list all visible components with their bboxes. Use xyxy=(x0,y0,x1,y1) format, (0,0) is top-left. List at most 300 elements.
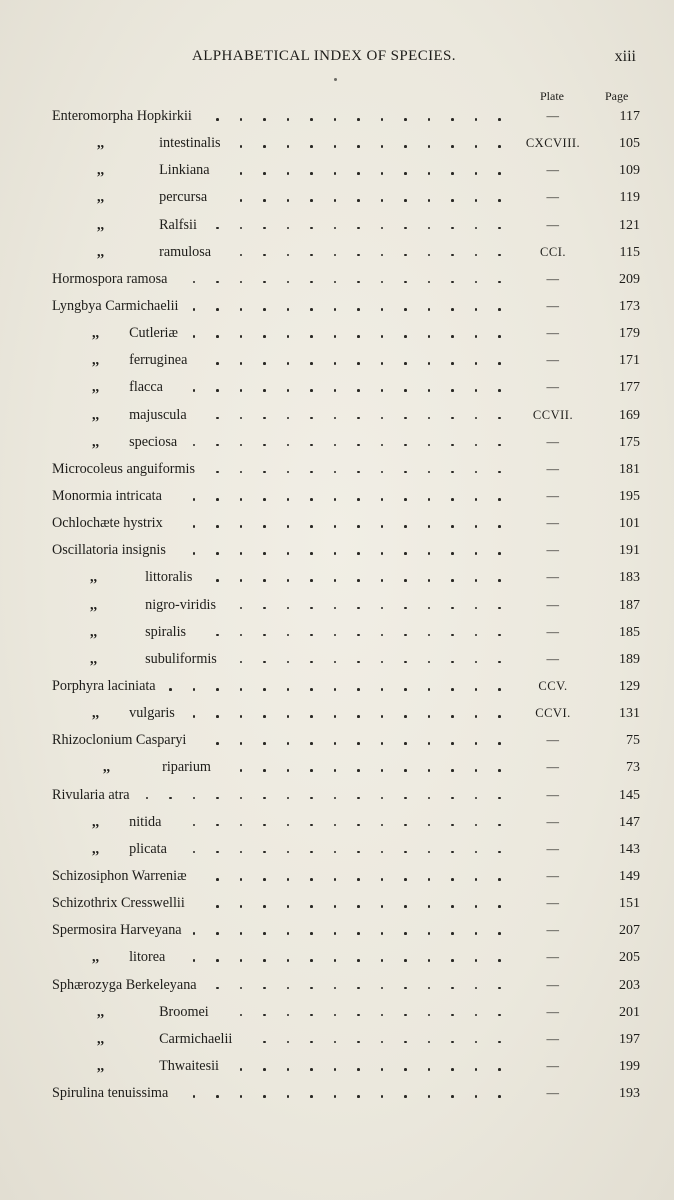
leader-dot xyxy=(357,634,360,637)
leader-dot xyxy=(404,607,407,610)
leader-dot xyxy=(498,715,501,718)
leader-dot xyxy=(310,145,313,148)
leader-dot xyxy=(240,769,243,772)
leader-dot xyxy=(404,118,407,121)
leader-dot xyxy=(310,851,313,854)
plate-number: — xyxy=(546,841,560,856)
ditto-mark: ,, xyxy=(97,1057,105,1074)
leader-dot xyxy=(193,444,196,447)
leader-dot xyxy=(357,498,360,501)
leader-dot xyxy=(334,661,337,664)
index-entry xyxy=(0,239,674,266)
entry-name xyxy=(52,673,156,700)
leader-dot xyxy=(475,552,478,555)
leader-dot xyxy=(381,362,384,365)
leader-dot xyxy=(475,607,478,610)
page-ref: 179 xyxy=(619,326,640,342)
leader-dot xyxy=(240,932,243,935)
leader-dot xyxy=(357,552,360,555)
leader-dot xyxy=(334,444,337,447)
leader-dot xyxy=(310,525,313,528)
leader-dot xyxy=(475,688,478,691)
leader-dot xyxy=(498,688,501,691)
leader-dot xyxy=(498,145,501,148)
leader-dot xyxy=(240,797,243,800)
ditto-mark: ,, xyxy=(92,406,100,423)
entry-name xyxy=(90,646,217,673)
leader-dot xyxy=(287,905,290,908)
leader-dot xyxy=(216,959,219,962)
page-ref: 105 xyxy=(619,136,640,152)
leader-dot xyxy=(357,417,360,420)
leader-dot xyxy=(404,1095,407,1098)
index-entry xyxy=(0,836,674,863)
leader-dot xyxy=(240,498,243,501)
leader-dot xyxy=(334,254,337,257)
page-ref: 203 xyxy=(619,977,640,993)
leader-dot xyxy=(451,227,454,230)
ditto-mark: ,, xyxy=(90,596,98,613)
ditto-mark: ,, xyxy=(97,1003,105,1020)
leader-dot xyxy=(310,634,313,637)
leader-dot xyxy=(498,607,501,610)
species-name: nigro-viridis xyxy=(145,596,217,613)
leader-dot xyxy=(310,335,313,338)
leader-dot xyxy=(451,1014,454,1017)
index-entry xyxy=(0,863,674,890)
leader-dot xyxy=(310,1041,313,1044)
leader-dot xyxy=(240,172,243,175)
entry-name xyxy=(92,320,178,347)
leader-dot xyxy=(451,715,454,718)
leader-dot xyxy=(451,335,454,338)
plate-number: — xyxy=(546,760,560,775)
leader-dot xyxy=(357,254,360,257)
leader-dot xyxy=(381,1095,384,1098)
leader-dot xyxy=(240,607,243,610)
leader-dot xyxy=(240,824,243,827)
leader-dot xyxy=(428,878,431,881)
leader-dot xyxy=(451,362,454,365)
index-entry xyxy=(0,809,674,836)
leader-dot xyxy=(240,1068,243,1071)
leader-dot xyxy=(428,1068,431,1071)
leader-dot xyxy=(381,471,384,474)
leader-dot xyxy=(310,661,313,664)
leader-dot xyxy=(428,824,431,827)
leader-dot xyxy=(404,688,407,691)
leader-dot xyxy=(240,959,243,962)
index-entry xyxy=(0,429,674,456)
leader-dot xyxy=(498,661,501,664)
leader-dot xyxy=(310,498,313,501)
plate-number: — xyxy=(546,516,560,531)
leader-dot xyxy=(404,471,407,474)
leader-dot xyxy=(216,471,219,474)
leader-dot xyxy=(334,607,337,610)
leader-dot xyxy=(216,905,219,908)
leader-dot xyxy=(263,661,266,664)
page-ref: 143 xyxy=(619,841,640,857)
plate-number: — xyxy=(546,163,560,178)
leader-dot xyxy=(475,878,478,881)
leader-dot xyxy=(193,1095,196,1098)
species-name: Rivularia atra xyxy=(52,786,130,803)
leader-dot xyxy=(193,797,196,800)
page-ref: 169 xyxy=(619,407,640,423)
index-entry xyxy=(0,700,674,727)
leader-dot xyxy=(287,199,290,202)
ditto-mark: ,, xyxy=(92,840,100,857)
leader-dot xyxy=(475,525,478,528)
species-name: Porphyra laciniata xyxy=(52,677,156,694)
leader-dot xyxy=(428,362,431,365)
leader-dot xyxy=(404,417,407,420)
leader-dot xyxy=(381,118,384,121)
leader-dot xyxy=(310,1014,313,1017)
leader-dot xyxy=(287,742,290,745)
leader-dot xyxy=(240,417,243,420)
plate-number: — xyxy=(546,461,560,476)
entry-name xyxy=(52,266,167,293)
leader-dot xyxy=(428,634,431,637)
leader-dot xyxy=(287,172,290,175)
leader-dot xyxy=(404,661,407,664)
leader-dot xyxy=(263,335,266,338)
leader-dot xyxy=(263,688,266,691)
plate-number: — xyxy=(546,353,560,368)
index-entry xyxy=(0,754,674,781)
leader-dot xyxy=(498,118,501,121)
page-ref: 191 xyxy=(619,543,640,559)
leader-dot xyxy=(475,254,478,257)
leader-dot xyxy=(498,281,501,284)
plate-number: — xyxy=(546,977,560,992)
entry-name xyxy=(97,1053,219,1080)
leader-dot xyxy=(357,579,360,582)
leader-dot xyxy=(310,688,313,691)
leader-dot xyxy=(451,634,454,637)
leader-dot xyxy=(216,444,219,447)
leader-dot xyxy=(310,444,313,447)
leader-dot xyxy=(475,715,478,718)
ditto-mark: ,, xyxy=(97,135,105,152)
plate-number: — xyxy=(546,597,560,612)
leader-dot xyxy=(357,688,360,691)
entry-name xyxy=(92,402,187,429)
entry-name xyxy=(52,782,130,809)
leader-dot xyxy=(404,742,407,745)
plate-number: — xyxy=(546,868,560,883)
leader-dot xyxy=(334,688,337,691)
plate-number: — xyxy=(546,624,560,639)
leader-dot xyxy=(263,281,266,284)
entry-name xyxy=(52,917,182,944)
leader-dot xyxy=(451,607,454,610)
leader-dot xyxy=(404,851,407,854)
ditto-mark: ,, xyxy=(90,650,98,667)
leader-dot xyxy=(451,769,454,772)
leader-dot xyxy=(240,525,243,528)
page-ref: 193 xyxy=(619,1086,640,1102)
leader-dot xyxy=(475,824,478,827)
leader-dot xyxy=(357,444,360,447)
leader-dot xyxy=(263,797,266,800)
entry-name xyxy=(52,537,166,564)
leader-dot xyxy=(475,797,478,800)
species-name: Cutleriæ xyxy=(129,325,178,342)
index-entry xyxy=(0,619,674,646)
leader-dot xyxy=(381,444,384,447)
leader-dot xyxy=(404,769,407,772)
page-ref: 145 xyxy=(619,787,640,803)
leader-dot xyxy=(381,688,384,691)
leader-dot xyxy=(498,742,501,745)
leader-dot xyxy=(451,172,454,175)
leader-dot xyxy=(357,525,360,528)
leader-dot xyxy=(193,851,196,854)
leader-dot xyxy=(169,797,172,800)
leader-dot xyxy=(334,987,337,990)
leader-dot xyxy=(475,145,478,148)
leader-dot xyxy=(334,715,337,718)
leader-dot xyxy=(146,797,149,800)
leader-dot xyxy=(287,715,290,718)
leader-dot xyxy=(240,661,243,664)
index-entry xyxy=(0,646,674,673)
leader-dot xyxy=(498,389,501,392)
leader-dot xyxy=(263,498,266,501)
ditto-mark: ,, xyxy=(97,243,105,260)
leader-dot xyxy=(216,715,219,718)
leader-dot xyxy=(475,308,478,311)
page-ref: 129 xyxy=(619,678,640,694)
leader-dot xyxy=(381,199,384,202)
leader-dot xyxy=(475,362,478,365)
leader-dot xyxy=(498,1095,501,1098)
leader-dot xyxy=(310,308,313,311)
leader-dot xyxy=(240,905,243,908)
index-entry xyxy=(0,727,674,754)
leader-dot xyxy=(381,742,384,745)
leader-dot xyxy=(498,335,501,338)
leader-dot xyxy=(193,824,196,827)
entry-name xyxy=(52,293,178,320)
leader-dot xyxy=(334,362,337,365)
leader-dot xyxy=(357,742,360,745)
index-entry xyxy=(0,999,674,1026)
page-ref: 101 xyxy=(619,516,640,532)
leader-dot xyxy=(428,118,431,121)
entry-name xyxy=(97,212,197,239)
leader-dot xyxy=(193,932,196,935)
entry-name xyxy=(92,347,187,374)
species-name: Thwaitesii xyxy=(159,1057,219,1074)
leader-dot xyxy=(451,1041,454,1044)
leader-dot xyxy=(287,227,290,230)
leader-dot xyxy=(263,254,266,257)
entry-name xyxy=(92,944,165,971)
leader-dot xyxy=(334,1041,337,1044)
leader-dot xyxy=(498,199,501,202)
leader-dot xyxy=(498,254,501,257)
leader-dot xyxy=(263,1068,266,1071)
leader-dot xyxy=(334,634,337,637)
leader-dot xyxy=(287,1041,290,1044)
leader-dot xyxy=(451,525,454,528)
leader-dot xyxy=(216,1095,219,1098)
leader-dot xyxy=(216,118,219,121)
leader-dot xyxy=(357,932,360,935)
leader-dot xyxy=(287,308,290,311)
leader-dot xyxy=(263,444,266,447)
species-name: ferruginea xyxy=(129,352,188,369)
leader-dot xyxy=(475,769,478,772)
leader-dot xyxy=(310,552,313,555)
leader-dot xyxy=(498,471,501,474)
leader-dot xyxy=(428,308,431,311)
plate-number: — xyxy=(546,326,560,341)
page-ref: 73 xyxy=(626,760,640,776)
entry-name xyxy=(90,564,192,591)
page-ref: 149 xyxy=(619,868,640,884)
species-name: Ralfsii xyxy=(159,216,197,233)
leader-dot xyxy=(263,769,266,772)
leader-dot xyxy=(498,417,501,420)
leader-dot xyxy=(287,281,290,284)
leader-dot xyxy=(310,824,313,827)
leader-dot xyxy=(240,308,243,311)
leader-dot xyxy=(263,1095,266,1098)
leader-dot xyxy=(240,742,243,745)
leader-dot xyxy=(287,797,290,800)
index-entry xyxy=(0,1080,674,1107)
leader-dot xyxy=(334,1068,337,1071)
leader-dot xyxy=(357,987,360,990)
entry-name xyxy=(52,863,187,890)
leader-dot xyxy=(334,878,337,881)
leader-dot xyxy=(263,579,266,582)
page-ref: 187 xyxy=(619,597,640,613)
leader-dot xyxy=(334,525,337,528)
leader-dot xyxy=(287,145,290,148)
species-name: Microcoleus anguiformis xyxy=(52,460,196,477)
leader-dot xyxy=(428,1095,431,1098)
leader-dot xyxy=(498,552,501,555)
entry-name xyxy=(52,890,185,917)
species-name: Hormospora ramosa xyxy=(52,270,168,287)
leader-dot xyxy=(428,227,431,230)
leader-dot xyxy=(475,227,478,230)
page-ref: 201 xyxy=(619,1004,640,1020)
leader-dot xyxy=(428,932,431,935)
leader-dot xyxy=(451,688,454,691)
leader-dot xyxy=(310,769,313,772)
leader-dot xyxy=(263,905,266,908)
leader-dot xyxy=(334,389,337,392)
leader-dot xyxy=(404,579,407,582)
leader-dot xyxy=(404,254,407,257)
ditto-mark: ,, xyxy=(97,216,105,233)
index-entry xyxy=(0,184,674,211)
leader-dot xyxy=(334,851,337,854)
leader-dot xyxy=(451,797,454,800)
plate-number: CCI. xyxy=(540,244,566,259)
leader-dot xyxy=(193,959,196,962)
species-name: riparium xyxy=(162,759,211,776)
leader-dot xyxy=(451,145,454,148)
leader-dot xyxy=(310,199,313,202)
leader-dot xyxy=(381,959,384,962)
leader-dot xyxy=(451,254,454,257)
page-ref: 119 xyxy=(619,190,640,206)
entry-name xyxy=(92,374,163,401)
leader-dot xyxy=(287,362,290,365)
leader-dot xyxy=(193,335,196,338)
leader-dot xyxy=(240,579,243,582)
leader-dot xyxy=(404,308,407,311)
page-ref: 185 xyxy=(619,624,640,640)
leader-dot xyxy=(216,932,219,935)
leader-dot xyxy=(357,227,360,230)
leader-dot xyxy=(216,498,219,501)
leader-dot xyxy=(428,335,431,338)
leader-dot xyxy=(263,824,266,827)
leader-dot xyxy=(381,769,384,772)
leader-dot xyxy=(334,417,337,420)
leader-dot xyxy=(263,227,266,230)
leader-dot xyxy=(240,362,243,365)
page-ref: 195 xyxy=(619,488,640,504)
leader-dot xyxy=(357,607,360,610)
page-ref: 171 xyxy=(619,353,640,369)
leader-dot xyxy=(381,797,384,800)
leader-dot xyxy=(240,118,243,121)
leader-dot xyxy=(381,525,384,528)
leader-dot xyxy=(498,987,501,990)
leader-dot xyxy=(287,254,290,257)
leader-dot xyxy=(193,552,196,555)
leader-dot xyxy=(475,1068,478,1071)
page-title: ALPHABETICAL INDEX OF SPECIES. xyxy=(192,48,456,64)
page-number: xiii xyxy=(614,48,636,65)
leader-dot xyxy=(428,688,431,691)
leader-dot xyxy=(216,824,219,827)
leader-dot xyxy=(310,987,313,990)
leader-dot xyxy=(451,932,454,935)
leader-dot xyxy=(381,579,384,582)
leader-dot xyxy=(475,959,478,962)
leader-dot xyxy=(451,1095,454,1098)
leader-dot xyxy=(240,254,243,257)
leader-dot xyxy=(475,498,478,501)
leader-dot xyxy=(451,308,454,311)
page-ref: 177 xyxy=(619,380,640,396)
leader-dot xyxy=(216,552,219,555)
leader-dot xyxy=(475,1014,478,1017)
leader-dot xyxy=(287,769,290,772)
leader-dot xyxy=(263,1014,266,1017)
leader-dot xyxy=(240,552,243,555)
plate-number: — xyxy=(546,950,560,965)
leader-dot xyxy=(404,172,407,175)
leader-dot xyxy=(357,824,360,827)
leader-dot xyxy=(428,1041,431,1044)
leader-dot xyxy=(240,878,243,881)
entry-name xyxy=(52,103,192,130)
leader-dot xyxy=(334,579,337,582)
leader-dot xyxy=(240,471,243,474)
